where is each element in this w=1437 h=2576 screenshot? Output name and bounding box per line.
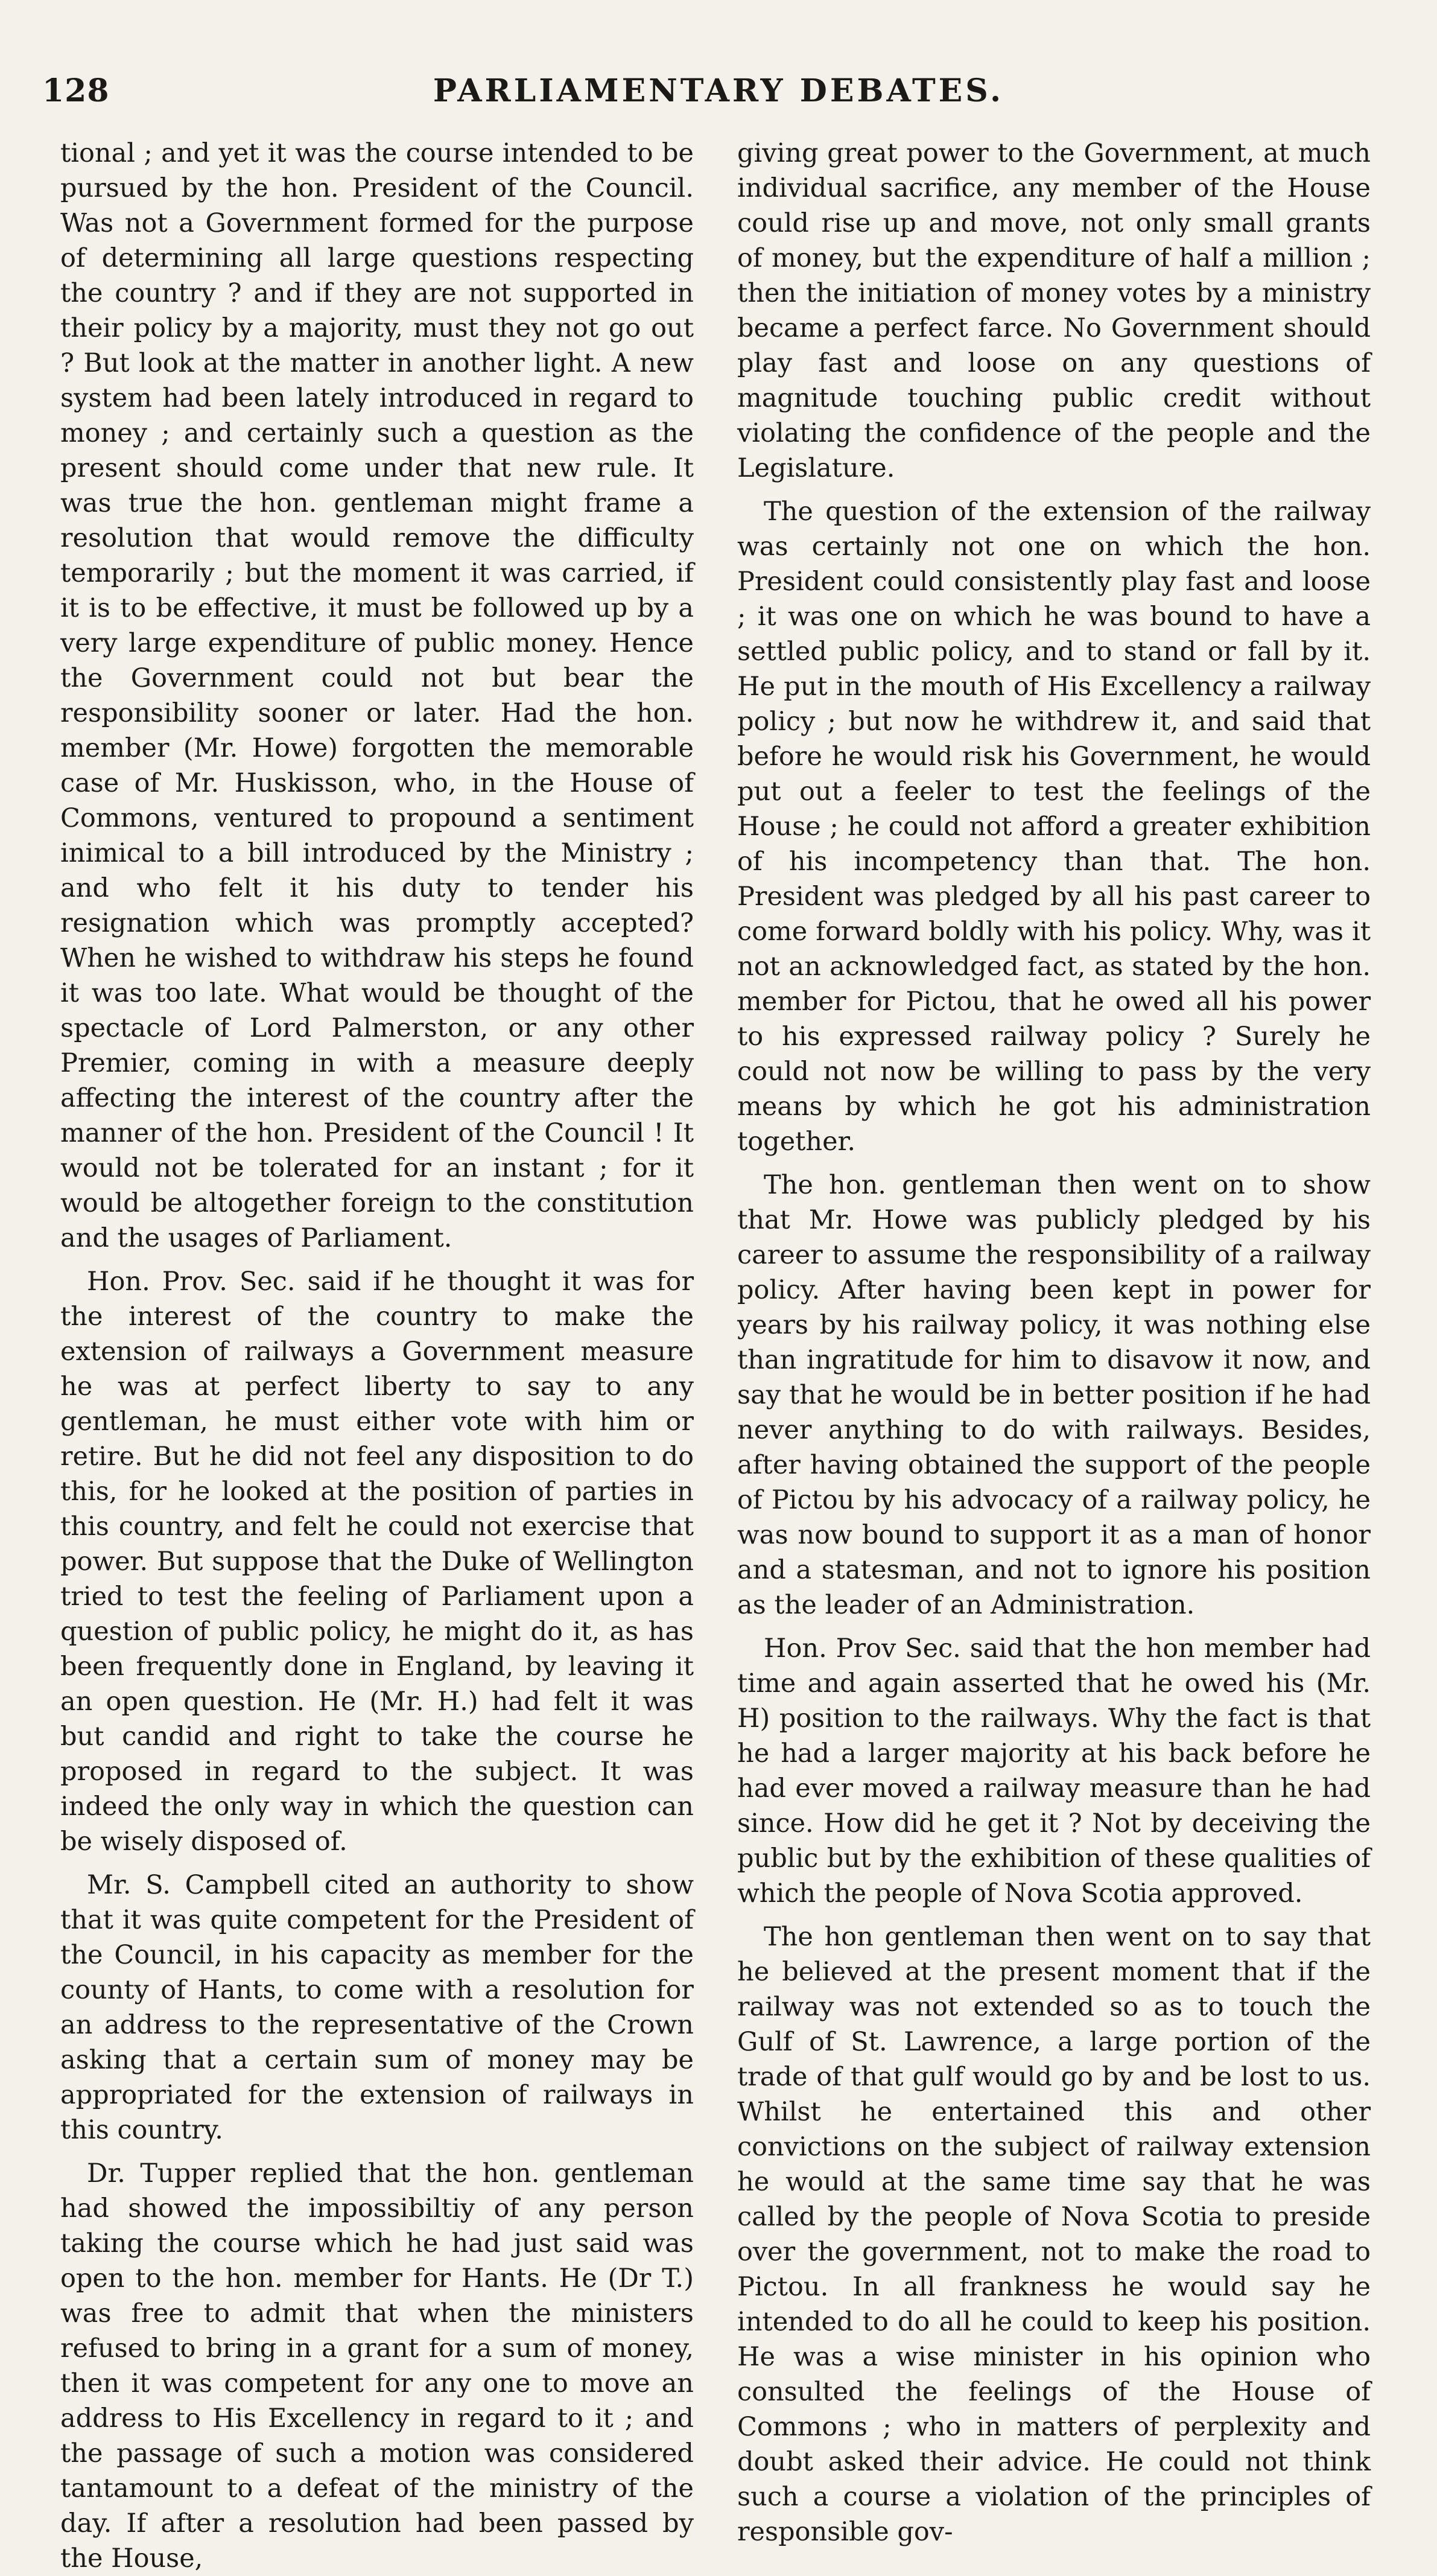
paragraph: Hon. Prov. Sec. said if he thought it was for the interest of the country to make the extension of railways a Government measure he was at perfect liberty to say to any gentleman, he must either vote with him or retire. But he did not feel any disposition to do this, for he looked at the position of parties in this country, and felt he could not exercise that power. But suppose that the Duke of Wellington tried to test the feeling of Parliament upon a question of public policy, he might do it, as has been frequently done in England, by leaving it an open question. He (Mr. H.) had felt it was but candid and right to take the course he proposed in regard to the subject. It was indeed the only way in which the question can be wisely disposed of. [60, 1267, 694, 1857]
page-number: 128 [42, 72, 110, 109]
paragraph: giving great power to the Government, at much individual sacrifice, any member of the House could rise up and move, not only small grants of money, but the expenditure of half a million ; then the initiation of money votes by a ministry became a perfect farce. No Government should play fast and loose on any questions of magnitude touching public credit without violating the confidence of the people and the Legislature. [737, 138, 1371, 483]
paragraph: The question of the extension of the railway was certainly not one on which the hon. President could consistently play fast and loose ; it was one on which he was bound to have a settled public policy, and to stand or fall by it. He put in the mouth of His Excellency a railway policy ; but now he withdrew it, and said that before he would risk his Government, he would put out a feeler to test the feelings of the House ; he could not afford a greater exhibition of his incompetency than that. The hon. President was pledged by all his past career to come forward boldly with his policy. Why, was it not an acknowledged fact, as stated by the hon. member for Pictou, that he owed all his power to his expressed railway policy ? Surely he could not now be willing to pass by the very means by which he got his administration together. [737, 497, 1371, 1157]
paragraph: The hon gentleman then went on to say that he believed at the present moment that if the railway was not extended so as to touch the Gulf of St. Lawrence, a large portion of the trade of that gulf would go by and be lost to us. Whilst he entertained this and other convictions on the subject of railway extension he would at the same time say that he was called by the people of Nova Scotia to preside over the government, not to make the road to Pictou. In all frankness he would say he intended to do all he could to keep his position. He was a wise minister in his opinion who consulted the feelings of the House of Commons ; who in matters of perplexity and doubt asked their advice. He could not think such a course a violation of the principles of responsible gov- [737, 1922, 1371, 2547]
paragraph: Mr. S. Campbell cited an authority to show that it was quite competent for the President of the Council, in his capacity as member for the county of Hants, to come with a resolution for an address to the representative of the Crown asking that a certain sum of money may be appropriated for the extension of railways in this country. [60, 1870, 694, 2145]
text-columns [60, 136, 1371, 2574]
paragraph: tional ; and yet it was the course intended to be pursued by the hon. President of the Council. Was not a Government formed for the purpose of determining all large questions respecting the country ? and if they are not supported in their policy by a majority, must they not go out ? But look at the matter in another light. A new system had been lately introduced in regard to money ; and certainly such a question as the present should come under that new rule. It was true the hon. gentleman might frame a resolution that would remove the difficulty temporarily ; but the moment it was carried, if it is to be effective, it must be followed up by a very large expenditure of public money. Hence the Government could not but bear the responsibility sooner or later. Had the hon. member (Mr. Howe) forgotten the memorable case of Mr. Huskisson, who, in the House of Commons, ventured to propound a sentiment inimical to a bill introduced by the Ministry ; and who felt it his duty to tender his resignation which was promptly accepted? When he wished to withdraw his steps he found it was too late. What would be thought of the spectacle of Lord Palmerston, or any other Premier, coming in with a measure deeply affecting the interest of the country after the manner of the hon. President of the Council ! It would not be tolerated for an instant ; for it would be altogether foreign to the constitution and the usages of Parliament. [60, 138, 694, 1253]
paragraph: The hon. gentleman then went on to show that Mr. Howe was publicly pledged by his career to assume the responsibility of a railway policy. After having been kept in power for years by his railway policy, it was nothing else than ingratitude for him to disavow it now, and say that he would be in better position if he had never anything to do with railways. Besides, after having obtained the support of the people of Pictou by his advocacy of a railway policy, he was now bound to support it as a man of honor and a statesman, and not to ignore his position as the leader of an Administration. [737, 1170, 1371, 1620]
paragraph: Hon. Prov Sec. said that the hon member had time and again asserted that he owed his (Mr. H) position to the railways. Why the fact is that he had a larger majority at his back before he had ever moved a railway measure than he had since. How did he get it ? Not by deceiving the public but by the exhibition of these qualities of which the people of Nova Scotia approved. [737, 1633, 1371, 1909]
right-column [737, 136, 1371, 2547]
page-header [0, 72, 1437, 127]
left-column [60, 136, 694, 2574]
running-title: PARLIAMENTARY DEBATES. [433, 72, 1004, 109]
paragraph: Dr. Tupper replied that the hon. gentleman had showed the impossibiltiy of any person taking the course which he had just said was open to the hon. member for Hants. He (Dr T.) was free to admit that when the ministers refused to bring in a grant for a sum of money, then it was competent for any one to move an address to His Excellency in regard to it ; and the passage of such a motion was considered tantamount to a defeat of the ministry of the day. If after a resolution had been passed by the House, [60, 2158, 694, 2574]
